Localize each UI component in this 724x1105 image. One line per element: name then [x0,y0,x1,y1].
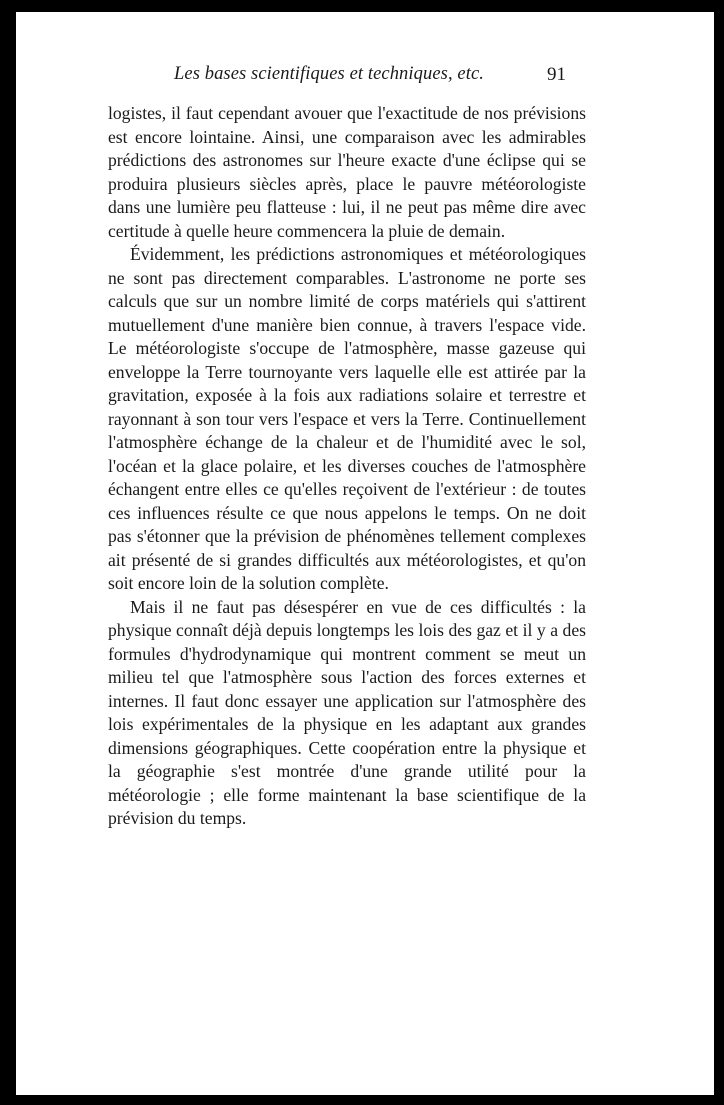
page-number: 91 [547,64,566,85]
running-title: Les bases scientifiques et techniques, etc. [174,64,484,84]
paragraph-3: Mais il ne faut pas désespérer en vue de ces difficultés : la physique connaît déjà depuis longtemps les lois des gaz et il y a des formules d'hydrodynamique qui montrent comment se meut un milieu tel que l'atmosphère sous l'action des forces externes et internes. Il faut donc essayer une application sur l'atmosphère des lois expérimentales de la physique en les adaptant aux grandes dimensions géographiques. Cette coopération entre la physique et la géographie s'est montrée d'une grande utilité pour la météorologie ; elle forme maintenant la base scientifique de la prévision du temps. [108,596,586,828]
paragraph-1: logistes, il faut cependant avouer que l'exactitude de nos prévisions est encore lointaine. Ainsi, une comparaison avec les admirables prédictions des astronomes sur l'heure exacte d'une éclipse qui se produira plusieurs siècles après, place le pauvre météorologiste dans une lumière peu flatteuse : lui, il ne peut pas même dire avec certitude à quelle heure commencera la pluie de demain. [108,103,586,241]
paragraph-2: Évidemment, les prédictions astronomiques et météorologiques ne sont pas directement comparables. L'astronome ne porte ses calculs que sur un nombre limité de corps matériels qui s'attirent mutuellement d'une manière bien connue, à travers l'espace vide. Le météorologiste s'occupe de l'atmosphère, masse gazeuse qui enveloppe la Terre tournoyante vers laquelle elle est attirée par la gravitation, exposée à la fois aux radiations solaire et terrestre et rayonnant à son tour vers l'espace et vers la Terre. Continuellement l'atmosphère échange de la chaleur et de l'humidité avec le sol, l'océan et la glace polaire, et les diverses couches de l'atmosphère échangent entre elles ce qu'elles reçoivent de l'extérieur : de toutes ces influences résulte ce que nous appelons le temps. On ne doit pas s'étonner que la prévision de phénomènes tellement complexes ait présenté de si grandes difficultés aux météorologistes, et qu'on soit encore loin de la solution complète. [108,244,586,593]
running-head [16,64,714,94]
body-text [108,102,586,831]
book-page [16,12,714,1095]
